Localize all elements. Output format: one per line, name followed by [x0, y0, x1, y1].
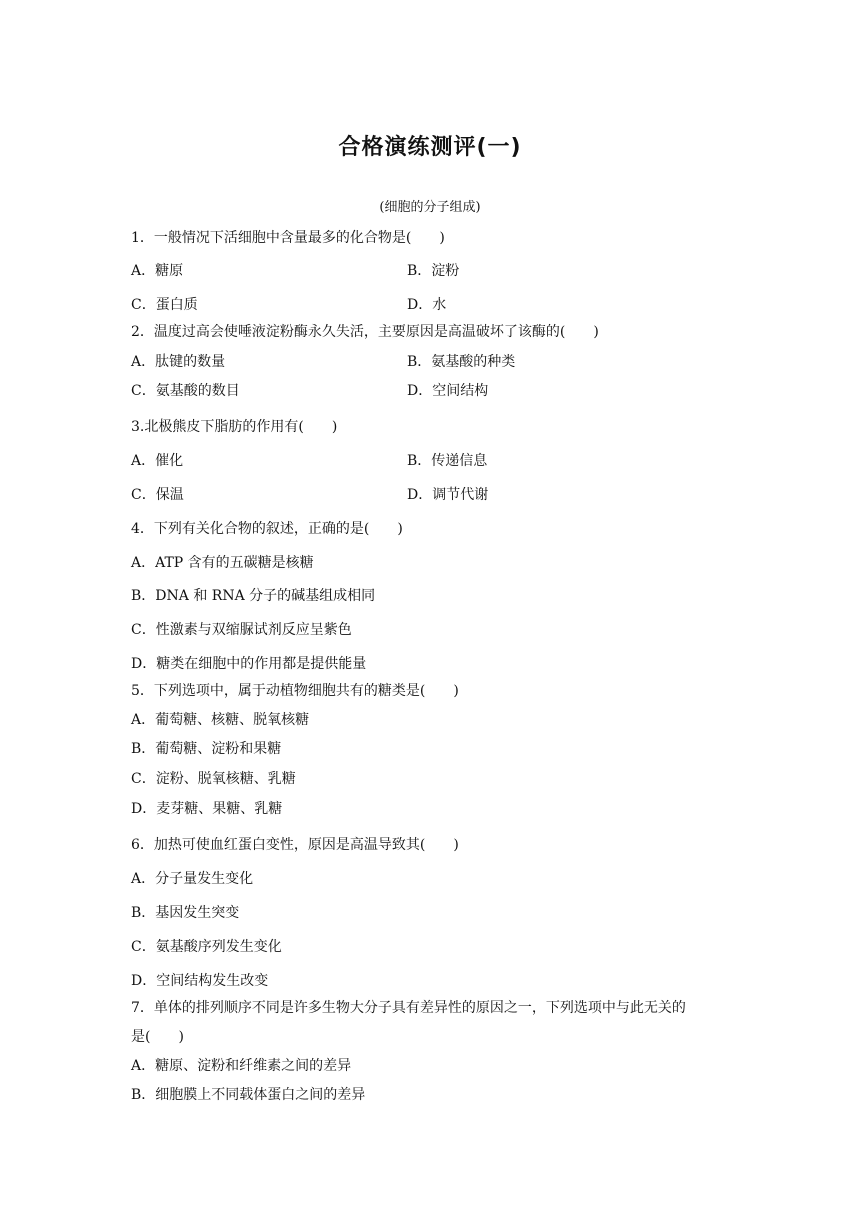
question-6-stem: 6．加热可使血红蛋白变性，原因是高温导致其( ): [131, 837, 459, 853]
question-2-option-a: A．肽键的数量: [131, 354, 226, 370]
question-5-option-a: A．葡萄糖、核糖、脱氧核糖: [131, 712, 310, 728]
question-5-option-d: D．麦芽糖、果糖、乳糖: [131, 801, 283, 817]
question-3-option-d: D．调节代谢: [407, 487, 489, 503]
question-3-option-a: A．催化: [131, 453, 184, 469]
question-5-option-b: B．葡萄糖、淀粉和果糖: [131, 741, 282, 757]
question-1-option-a: A．糖原: [131, 263, 184, 279]
question-1-option-c: C．蛋白质: [131, 297, 198, 313]
question-7-stem-continued: 是( ): [131, 1029, 184, 1045]
question-2-option-d: D．空间结构: [407, 383, 489, 399]
question-4-option-d: D．糖类在细胞中的作用都是提供能量: [131, 656, 367, 672]
question-3-option-c: C．保温: [131, 487, 184, 503]
question-7-stem: 7．单体的排列顺序不同是许多生物大分子具有差异性的原因之一，下列选项中与此无关的: [131, 1000, 686, 1016]
question-3-stem: 3.北极熊皮下脂肪的作用有( ): [131, 419, 338, 435]
question-1-option-b: B．淀粉: [407, 263, 460, 279]
question-4-option-a: A．ATP 含有的五碳糖是核糖: [131, 555, 314, 571]
question-7-option-a: A．糖原、淀粉和纤维素之间的差异: [131, 1058, 352, 1074]
question-3-option-b: B．传递信息: [407, 453, 488, 469]
question-4-option-b: B．DNA 和 RNA 分子的碱基组成相同: [131, 588, 376, 604]
question-2-option-c: C．氨基酸的数目: [131, 383, 240, 399]
page-title: 合格演练测评(一): [338, 135, 522, 160]
question-4-stem: 4．下列有关化合物的叙述，正确的是( ): [131, 521, 403, 537]
question-6-option-c: C．氨基酸序列发生变化: [131, 939, 282, 955]
question-6-option-b: B．基因发生突变: [131, 905, 240, 921]
question-2-stem: 2．温度过高会使唾液淀粉酶永久失活，主要原因是高温破坏了该酶的( ): [131, 324, 599, 340]
question-1-option-d: D．水: [407, 297, 447, 313]
question-6-option-d: D．空间结构发生改变: [131, 973, 269, 989]
question-1-stem: 1．一般情况下活细胞中含量最多的化合物是( ): [131, 230, 445, 246]
question-5-stem: 5．下列选项中，属于动植物细胞共有的糖类是( ): [131, 683, 459, 699]
question-2-option-b: B．氨基酸的种类: [407, 354, 516, 370]
question-6-option-a: A．分子量发生变化: [131, 871, 254, 887]
page-subtitle: (细胞的分子组成): [379, 200, 481, 215]
question-5-option-c: C．淀粉、脱氧核糖、乳糖: [131, 771, 296, 787]
question-4-option-c: C．性激素与双缩脲试剂反应呈紫色: [131, 622, 352, 638]
question-7-option-b: B．细胞膜上不同载体蛋白之间的差异: [131, 1087, 366, 1103]
